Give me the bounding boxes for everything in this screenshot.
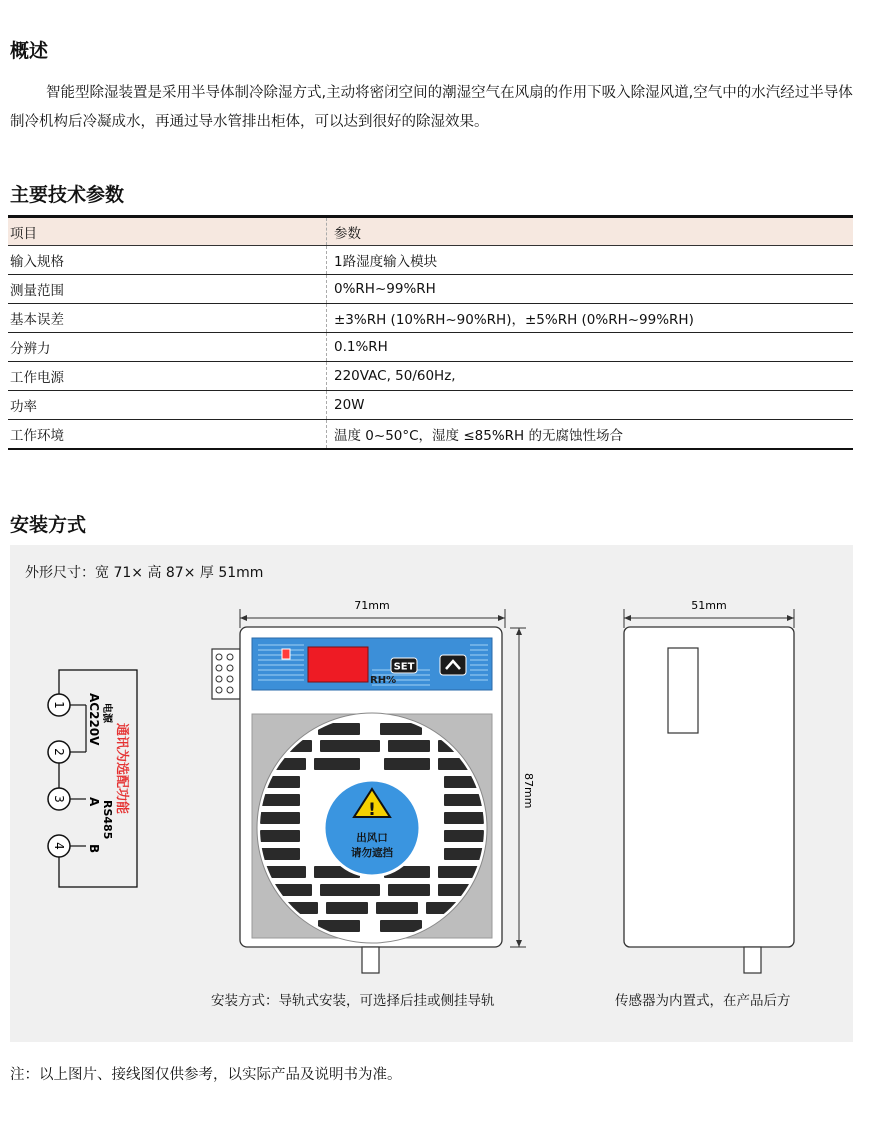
row-item: 分辨力 bbox=[8, 333, 327, 362]
optional-comm-label: 通讯为选配功能 bbox=[114, 723, 129, 815]
b-label: B bbox=[87, 844, 101, 854]
wiring-diagram bbox=[48, 670, 137, 887]
up-key-icon bbox=[440, 655, 466, 675]
warning-line2: 请勿遮挡 bbox=[351, 847, 393, 859]
row-param: ±3%RH (10%RH~90%RH)，±5%RH (0%RH~99%RH) bbox=[327, 304, 854, 333]
installation-figure bbox=[10, 545, 853, 1042]
header-param: 参数 bbox=[327, 217, 854, 246]
specs-heading: 主要技术参数 bbox=[10, 184, 125, 206]
terminal-2-label: 2 bbox=[52, 748, 66, 756]
specs-table bbox=[8, 215, 853, 450]
installation-heading: 安装方式 bbox=[10, 514, 87, 536]
row-item: 工作电源 bbox=[8, 362, 327, 391]
row-param: 温度 0~50°C，湿度 ≤85%RH 的无腐蚀性场合 bbox=[327, 420, 854, 449]
terminal-4-label: 4 bbox=[52, 842, 66, 850]
svg-text:!: ! bbox=[368, 800, 376, 820]
terminal-1-label: 1 bbox=[52, 701, 66, 709]
overview-heading: 概述 bbox=[10, 40, 49, 62]
table-row bbox=[8, 420, 853, 449]
a-label: A bbox=[87, 797, 101, 807]
row-item: 输入规格 bbox=[8, 246, 327, 275]
caption-left: 安装方式：导轨式安装，可选择后挂或侧挂导轨 bbox=[211, 993, 495, 1009]
side-view bbox=[624, 599, 794, 973]
table-row bbox=[8, 391, 853, 420]
rs485-label: RS485 bbox=[101, 800, 114, 840]
row-item: 测量范围 bbox=[8, 275, 327, 304]
front-height-label: 87mm bbox=[522, 773, 535, 809]
row-param: 20W bbox=[327, 391, 854, 420]
power-label: AC220V bbox=[87, 693, 101, 746]
warning-line1: 出风口 bbox=[356, 832, 388, 844]
footnote: 注：以上图片、接线图仅供参考，以实际产品及说明书为准。 bbox=[10, 1067, 402, 1083]
table-row bbox=[8, 333, 853, 362]
row-param: 0%RH~99%RH bbox=[327, 275, 854, 304]
overview-paragraph bbox=[10, 79, 860, 137]
power-sub-label: 电源 bbox=[101, 703, 112, 723]
installation-drawing bbox=[10, 545, 853, 1042]
specs-table-header bbox=[8, 217, 853, 246]
front-width-label: 71mm bbox=[354, 599, 390, 612]
front-view bbox=[212, 599, 535, 973]
dimensions-text: 外形尺寸：宽 71× 高 87× 厚 51mm bbox=[25, 565, 264, 581]
terminal-3-label: 3 bbox=[52, 795, 66, 803]
rh-unit-label: RH% bbox=[370, 675, 397, 686]
row-param: 1路湿度输入模块 bbox=[327, 246, 854, 275]
table-row bbox=[8, 362, 853, 391]
header-item: 项目 bbox=[8, 217, 327, 246]
row-item: 功率 bbox=[8, 391, 327, 420]
side-width-label: 51mm bbox=[691, 599, 727, 612]
table-row bbox=[8, 275, 853, 304]
row-item: 基本误差 bbox=[8, 304, 327, 333]
caption-right: 传感器为内置式，在产品后方 bbox=[615, 993, 791, 1009]
row-item: 工作环境 bbox=[8, 420, 327, 449]
table-row bbox=[8, 304, 853, 333]
set-key-label: SET bbox=[393, 661, 415, 673]
table-row bbox=[8, 246, 853, 275]
row-param: 0.1%RH bbox=[327, 333, 854, 362]
row-param: 220VAC, 50/60Hz, bbox=[327, 362, 854, 391]
overview-text: 智能型除湿装置是采用半导体制冷除湿方式,主动将密闭空间的潮湿空气在风扇的作用下吸入除湿风道,空气中的水汽经过半导体制冷机构后冷凝成水，再通过导水管排出柜体，可以达到很好的除湿效果。 bbox=[10, 85, 853, 130]
